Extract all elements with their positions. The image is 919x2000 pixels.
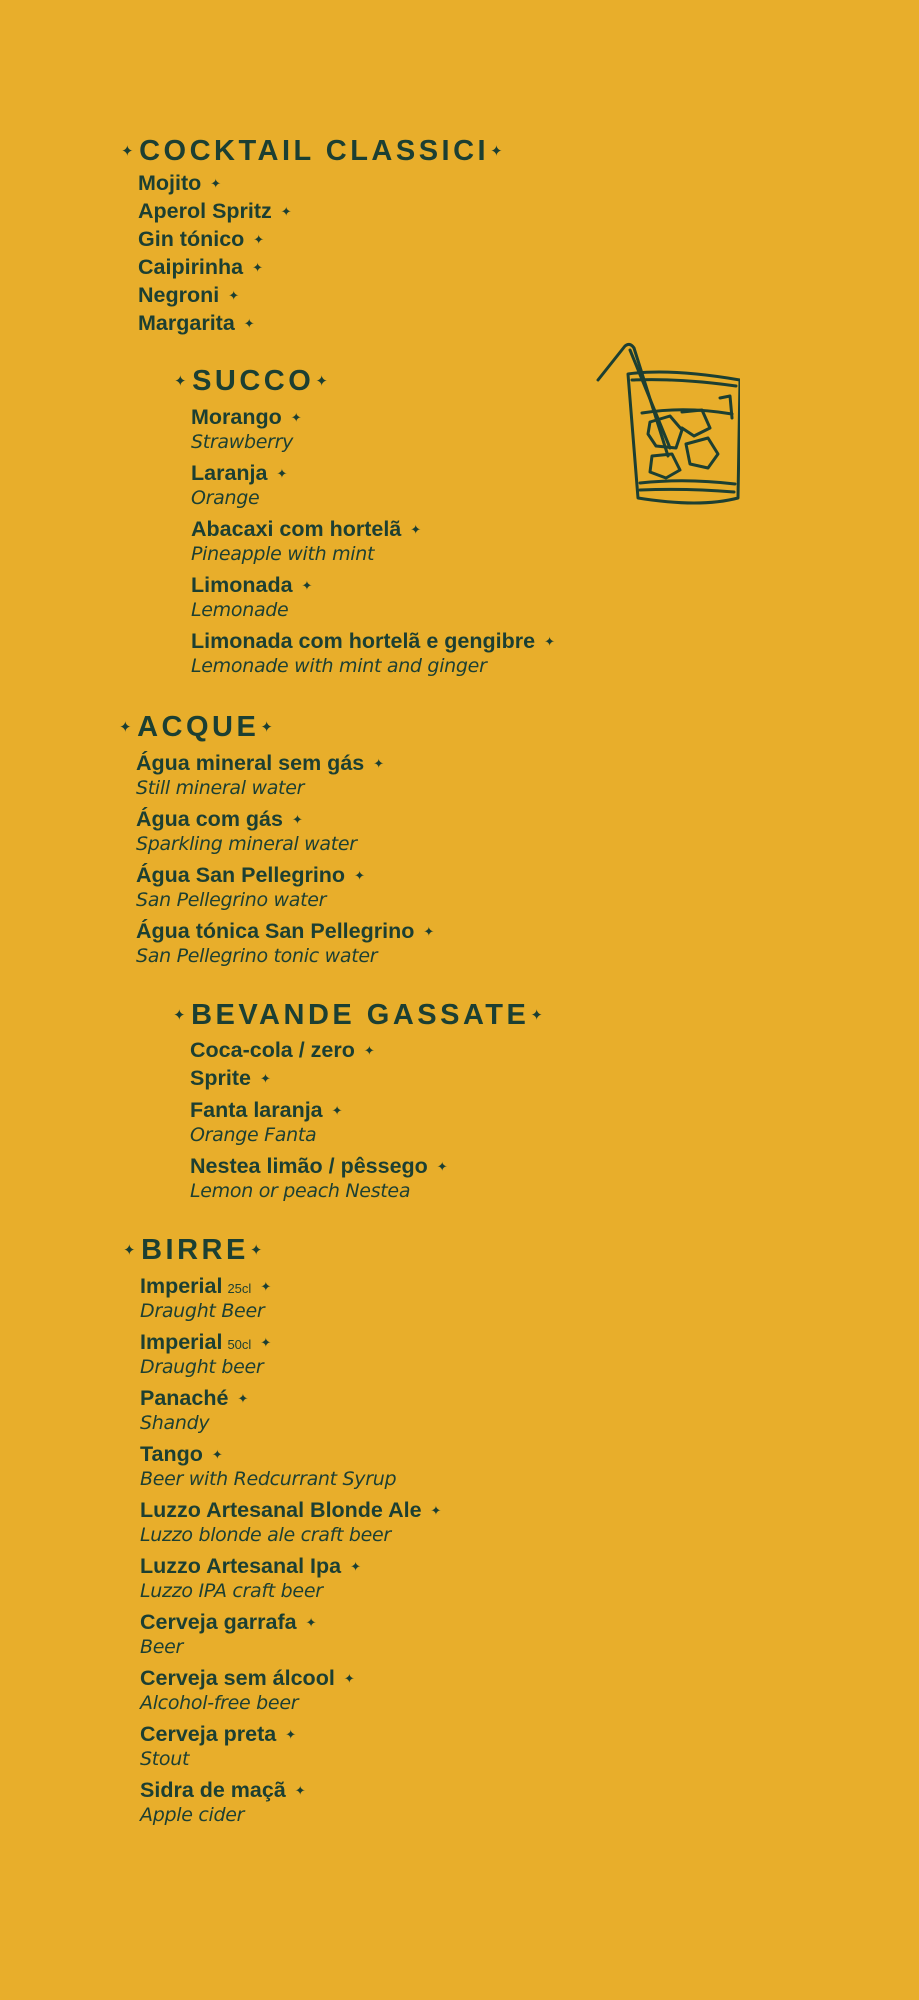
star-icon: ✦: [260, 1335, 272, 1350]
section-birre: [123, 1233, 442, 1827]
item-translation: Draught Beer: [140, 1300, 265, 1322]
menu-item: [191, 629, 555, 678]
star-icon: ✦: [228, 288, 240, 303]
star-icon: ✦: [373, 756, 385, 771]
star-icon: ✦: [363, 1043, 375, 1058]
star-icon: ✦: [430, 1503, 442, 1518]
item-translation: Beer with Redcurrant Syrup: [140, 1468, 397, 1490]
section-heading: [121, 134, 506, 168]
star-icon: ✦: [436, 1159, 448, 1174]
star-icon: ✦: [354, 868, 365, 883]
star-icon: ✦: [301, 578, 313, 593]
item-translation: Lemon or peach Nestea: [190, 1180, 411, 1202]
menu-item: [190, 1154, 546, 1203]
menu-item: [138, 255, 506, 280]
section-succo: [174, 364, 555, 678]
menu-item: [136, 807, 434, 856]
star-icon: ✦: [249, 1241, 266, 1259]
menu-item: [140, 1442, 441, 1491]
menu-item: [140, 1778, 441, 1827]
star-icon: ✦: [121, 142, 138, 160]
item-translation: Lemonade: [191, 599, 289, 621]
menu-item: [138, 171, 506, 196]
menu-item: [138, 199, 506, 224]
star-icon: ✦: [123, 1241, 140, 1259]
item-translation: Luzzo blonde ale craft beer: [140, 1524, 391, 1546]
item-name: Gin tónico: [138, 227, 245, 251]
section-title: SUCCO: [192, 365, 315, 397]
item-translation: Orange: [191, 487, 260, 509]
item-translation: Strawberry: [191, 431, 294, 453]
item-translation: Draught beer: [140, 1356, 264, 1378]
star-icon: ✦: [119, 718, 136, 736]
item-translation: Still mineral water: [136, 777, 305, 799]
star-icon: ✦: [173, 1006, 190, 1024]
star-icon: ✦: [210, 176, 222, 191]
item-translation: San Pellegrino tonic water: [136, 945, 378, 967]
star-icon: ✦: [331, 1103, 343, 1118]
item-name: Água mineral sem gás: [136, 751, 365, 775]
item-name: Imperial: [140, 1274, 223, 1298]
item-name: Negroni: [138, 283, 220, 307]
star-icon: ✦: [252, 260, 264, 275]
item-name: Laranja: [191, 461, 268, 485]
star-icon: ✦: [260, 1279, 272, 1294]
item-name: Nestea limão / pêssego: [190, 1154, 428, 1178]
section-title: BEVANDE GASSATE: [191, 999, 530, 1031]
item-name: Limonada com hortelã e gengibre: [191, 629, 536, 653]
star-icon: ✦: [253, 232, 265, 247]
star-icon: ✦: [280, 204, 292, 219]
star-icon: ✦: [291, 812, 303, 827]
menu-item: [190, 1098, 546, 1147]
menu-item: [138, 227, 506, 252]
star-icon: ✦: [315, 372, 332, 390]
menu-item: [140, 1498, 441, 1547]
star-icon: ✦: [423, 924, 435, 939]
cocktail-glass-icon: [590, 338, 740, 508]
item-name: Morango: [191, 405, 282, 429]
section-cocktail-classici: [121, 134, 507, 336]
menu-item: [191, 461, 555, 510]
item-name: Panaché: [140, 1386, 229, 1410]
item-name: Caipirinha: [138, 255, 244, 279]
item-name: Abacaxi com hortelã: [191, 517, 402, 541]
section-title: BIRRE: [141, 1234, 249, 1266]
item-size: 50cl: [227, 1337, 252, 1352]
menu-item: [138, 283, 506, 308]
star-icon: ✦: [490, 142, 507, 160]
star-icon: ✦: [530, 1006, 547, 1024]
star-icon: ✦: [343, 1671, 355, 1686]
star-icon: ✦: [410, 522, 422, 537]
item-translation: Stout: [140, 1748, 190, 1770]
menu-item: [136, 919, 434, 968]
item-name: Sprite: [190, 1066, 251, 1090]
item-translation: Sparkling mineral water: [136, 833, 357, 855]
star-icon: ✦: [305, 1615, 317, 1630]
item-name: Água tónica San Pellegrino: [136, 919, 415, 943]
item-name: Fanta laranja: [190, 1098, 323, 1122]
star-icon: ✦: [294, 1783, 306, 1798]
item-name: Luzzo Artesanal Blonde Ale: [140, 1498, 422, 1522]
menu-item: [140, 1330, 441, 1379]
item-translation: Luzzo IPA craft beer: [140, 1580, 323, 1602]
item-name: Cerveja sem álcool: [140, 1666, 335, 1690]
menu-item: [136, 751, 434, 800]
item-name: Água San Pellegrino: [136, 863, 346, 887]
item-name: Coca-cola / zero: [190, 1038, 355, 1062]
star-icon: ✦: [237, 1391, 249, 1406]
star-icon: ✦: [211, 1447, 223, 1462]
item-translation: Alcohol-free beer: [140, 1692, 299, 1714]
section-title: COCKTAIL CLASSICI: [139, 135, 490, 167]
item-translation: San Pellegrino water: [136, 889, 327, 911]
menu-item: [140, 1610, 441, 1659]
item-name: Mojito: [138, 171, 202, 195]
item-name: Tango: [140, 1442, 203, 1466]
star-icon: ✦: [243, 316, 255, 331]
menu-item: [191, 405, 555, 454]
item-translation: Apple cider: [140, 1804, 245, 1826]
star-icon: ✦: [276, 466, 288, 481]
menu-item: [140, 1722, 441, 1771]
item-name: Margarita: [138, 311, 235, 335]
section-heading: [174, 364, 555, 398]
item-translation: Beer: [140, 1636, 184, 1658]
menu-item: [190, 1038, 546, 1063]
item-name: Cerveja preta: [140, 1722, 277, 1746]
menu-item: [191, 517, 555, 566]
item-translation: Orange Fanta: [190, 1124, 317, 1146]
star-icon: ✦: [259, 1071, 271, 1086]
menu-item: [191, 573, 555, 622]
item-name: Luzzo Artesanal Ipa: [140, 1554, 342, 1578]
item-name: Água com gás: [136, 807, 283, 831]
item-size: 25cl: [227, 1281, 252, 1296]
section-heading: [173, 998, 546, 1032]
menu-item: [136, 863, 434, 912]
menu-item: [140, 1666, 441, 1715]
item-translation: Lemonade with mint and ginger: [191, 655, 487, 677]
menu-item: [140, 1554, 441, 1603]
item-name: Cerveja garrafa: [140, 1610, 297, 1634]
item-translation: Shandy: [140, 1412, 210, 1434]
star-icon: ✦: [260, 718, 277, 736]
menu-item: [140, 1386, 441, 1435]
item-translation: Pineapple with mint: [191, 543, 375, 565]
menu-item: [190, 1066, 546, 1091]
section-acque: [119, 710, 435, 968]
section-heading: [123, 1233, 441, 1267]
item-name: Imperial: [140, 1330, 223, 1354]
item-name: Limonada: [191, 573, 293, 597]
star-icon: ✦: [290, 410, 302, 425]
section-title: ACQUE: [137, 711, 260, 743]
star-icon: ✦: [285, 1727, 297, 1742]
menu-item: [140, 1274, 441, 1323]
item-name: Aperol Spritz: [138, 199, 272, 223]
star-icon: ✦: [350, 1559, 362, 1574]
item-name: Sidra de maçã: [140, 1778, 286, 1802]
section-bevande-gassate: [173, 998, 547, 1203]
star-icon: ✦: [174, 372, 191, 390]
menu-item: [138, 311, 506, 336]
star-icon: ✦: [544, 634, 555, 649]
section-heading: [119, 710, 434, 744]
